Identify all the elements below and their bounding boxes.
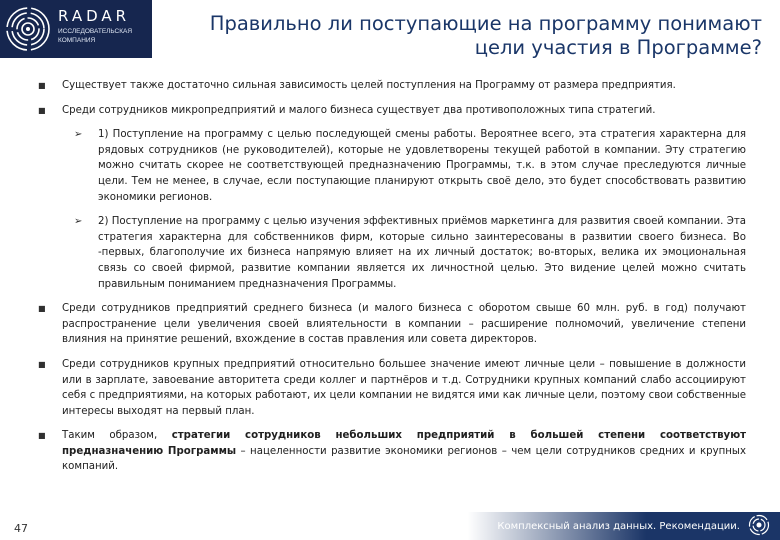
radar-spiral-icon	[4, 5, 52, 53]
page-number: 47	[14, 522, 28, 535]
bullet-item	[36, 357, 746, 419]
bullet-marker-icon: ■	[38, 431, 46, 441]
conclusion-tail: – нацеленности развитие экономики регионов – чем цели сотрудников средних и крупных компаний.	[62, 445, 746, 473]
radar-spiral-icon	[748, 514, 770, 536]
arrow-marker-icon: ➢	[74, 216, 83, 228]
footer-caption: Комплексный анализ данных. Рекомендации.	[497, 521, 740, 532]
slide-title: Правильно ли поступающие на программу понимают цели участия в Программе?	[209, 12, 762, 59]
sub-bullet-text: 1) Поступление на программу с целью последующей смены работы. Вероятнее всего, эта стратегия характерна для рядовых сотрудников (не руководителей), которые не удовлетворены текущей работой в компании. Эту стратегию можно считать скорее не соответствующей предназначению Программы, т.к. в этом случае преследуются личные цели. Тем не менее, в случае, если поступающие планируют открыть своё дело, это будет способствовать развитию экономики регионов.	[98, 129, 746, 203]
bullet-text: Среди сотрудников крупных предприятий относительно большее значение имеют личные цели – повышение в должности или в зарплате, завоевание авторитета среди коллег и партнёров и т.д. Сотрудники крупных компаний слабо ассоциируют себя с предприятиями, на которых работают, их цели компании не видятся ими как личные цели, поэтому свои собственные интересы выходят на первый план.	[62, 358, 746, 417]
logo-name: RADAR	[58, 7, 131, 25]
bullet-marker-icon: ■	[38, 359, 46, 369]
bullet-item	[36, 78, 746, 94]
sub-bullet-item	[36, 214, 746, 292]
bullet-text: Среди сотрудников предприятий среднего бизнеса (и малого бизнеса с оборотом свыше 60 млн. руб. в год) получают распространение цели увеличения своей влиятельности в компании – расширение полномочий, увеличение степени влияния на принятие решений, вхождение в состав правления или совета директоров.	[62, 303, 746, 346]
conclusion-lead: Таким образом,	[62, 430, 172, 442]
bullet-item	[36, 301, 746, 348]
bullet-marker-icon: ■	[38, 81, 46, 90]
conclusion-bullet	[36, 428, 746, 475]
slide-content	[36, 78, 746, 484]
arrow-marker-icon: ➢	[74, 129, 83, 141]
sub-bullet-item	[36, 127, 746, 205]
bullet-text: Среди сотрудников микропредприятий и малого бизнеса существует два противоположных типа стратегий.	[62, 104, 656, 116]
bullet-text: Существует также достаточно сильная зависимость целей поступления на Программу от размера предприятия.	[62, 80, 676, 91]
sub-bullet-text: 2) Поступление на программу с целью изучения эффективных приёмов маркетинга для развития своей компании. Эта стратегия характерна для собственников фирм, которые сильно заинтересованы в развитии своего бизнеса. Во -первых, благополучие их бизнеса напрямую влияет на их личный достаток; во-вторых, велика их эмоциональная связь со своей фирмой, развитие компании является их личностной целью. Это видение целей можно считать правильным пониманием предназначения Программы.	[98, 216, 746, 290]
bullet-item	[36, 103, 746, 119]
logo-subtitle: ИССЛЕДОВАТЕЛЬСКАЯ КОМПАНИЯ	[58, 28, 133, 44]
bullet-marker-icon: ■	[38, 304, 46, 314]
logo	[0, 0, 152, 58]
conclusion-emphasis: стратегии сотрудников небольших предприятий в большей степени соответствуют предназначению Программы	[62, 430, 746, 457]
bullet-marker-icon: ■	[38, 105, 46, 115]
